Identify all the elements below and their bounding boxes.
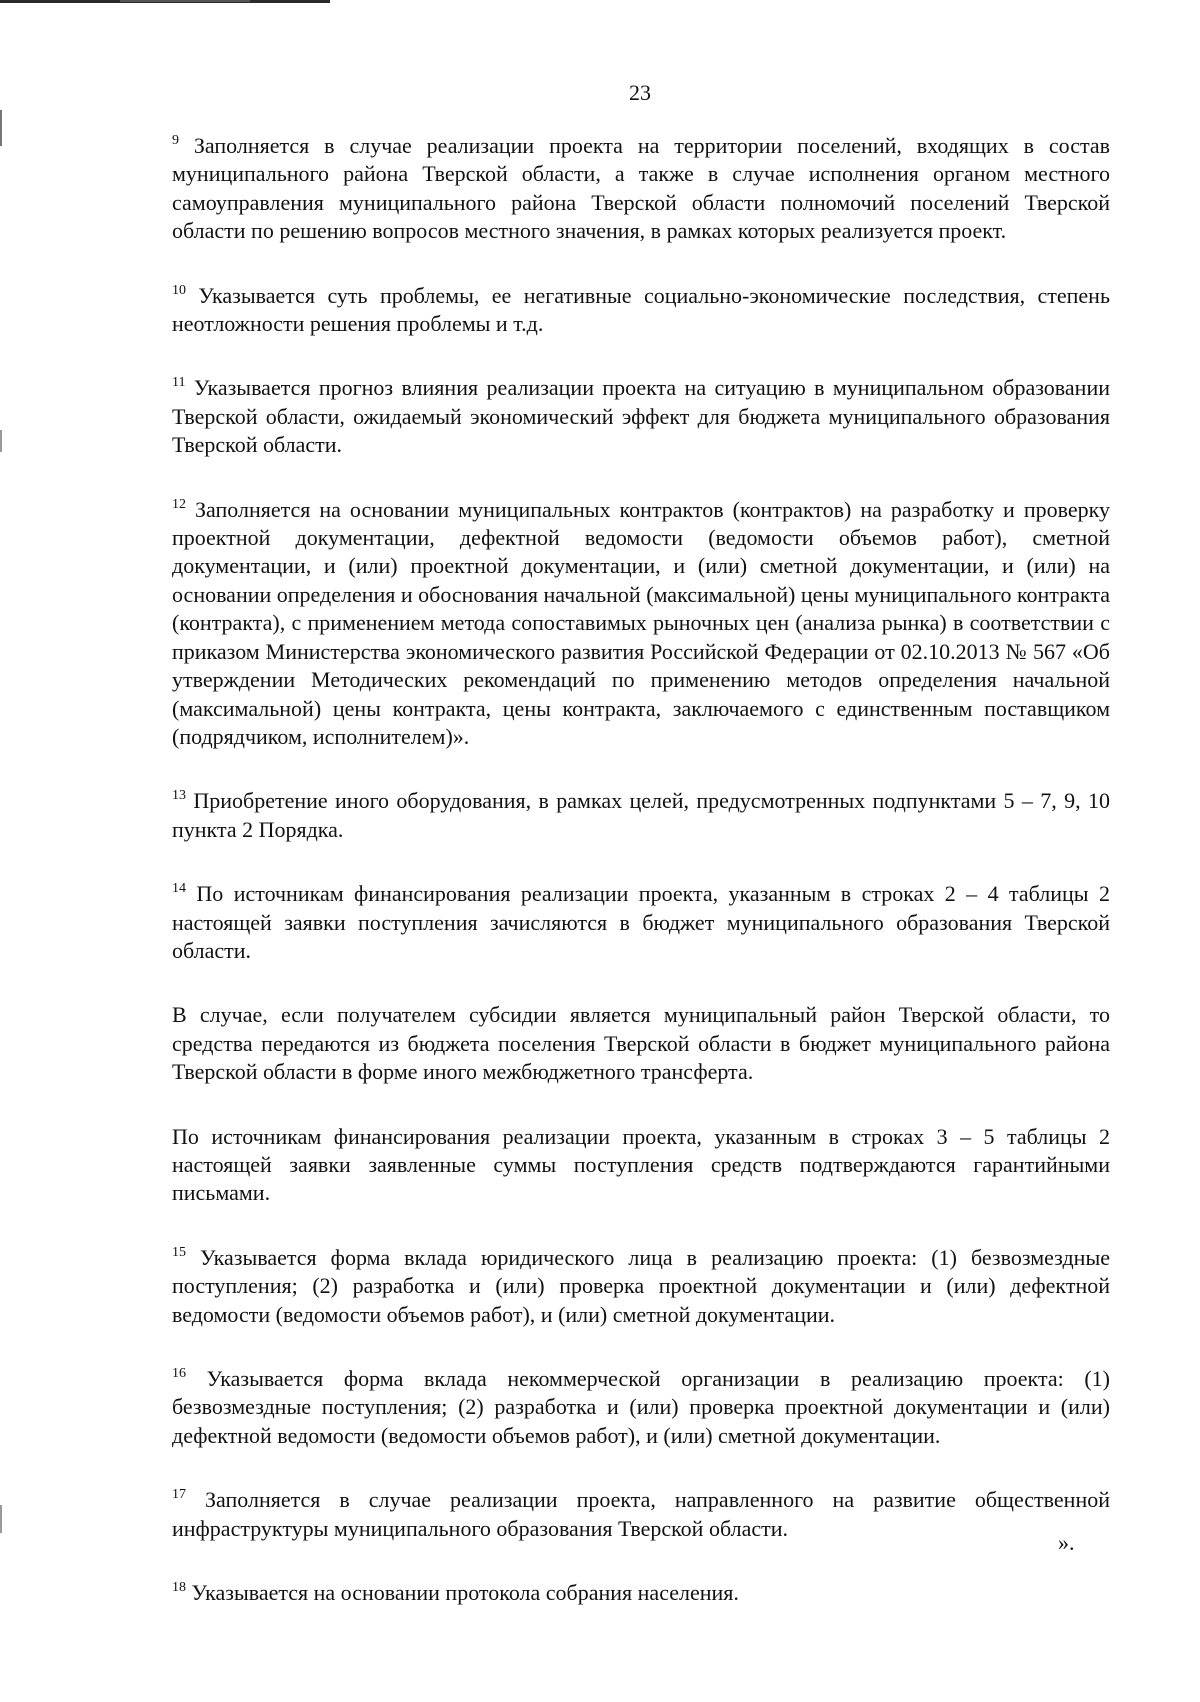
footnote-text: По источникам финансирования реализации проекта, указанным в строках 2 – 4 таблицы 2 настоящей заявки поступления зачисляются в бюджет муниципального образования Тверской области. [172, 881, 1110, 963]
footnote-text: Указывается форма вклада юридического лица в реализацию проекта: (1) безвозмездные поступления; (2) разработка и (или) проверка проектной документации и (или) дефектной ведомости (ведомости объемов работ), и (или) сметной документации. [172, 1244, 1110, 1327]
page-number: 23 [629, 80, 651, 105]
footnote-marker: 10 [172, 282, 186, 298]
footnote-9 [172, 132, 1110, 246]
footnote-18 [172, 1579, 1110, 1607]
footnote-15 [172, 1244, 1110, 1329]
footnote-marker: 17 [172, 1487, 186, 1503]
footnote-marker: 18 [172, 1580, 186, 1596]
scan-edge-mark [120, 0, 250, 2]
footnote-14 [172, 880, 1110, 965]
footnote-11 [172, 374, 1110, 459]
footnote-14-paragraph-2 [172, 1001, 1110, 1086]
footnote-text: Заполняется в случае реализации проекта, направленного на развитие общественной инфраструктуры муниципального образования Тверской области. [172, 1487, 1110, 1541]
scan-edge-mark [0, 1505, 2, 1533]
footnote-text: Приобретение иного оборудования, в рамках целей, предусмотренных подпунктами 5 – 7, 9, 10 пункта 2 Порядка. [172, 788, 1110, 842]
footnote-17 [172, 1486, 1110, 1543]
footnote-marker: 12 [172, 496, 186, 512]
scan-edge-mark [0, 110, 2, 146]
scan-edge-mark [0, 430, 2, 452]
footnote-marker: 16 [172, 1366, 186, 1381]
footnote-marker: 11 [172, 375, 186, 391]
footnote-marker: 14 [172, 881, 186, 897]
footnote-14-paragraph-3 [172, 1123, 1110, 1208]
footnote-text: Заполняется на основании муниципальных контрактов (контрактов) на разработку и проверку проектной документации, дефектной ведомости (ведомости объемов работ), сметной документации, и (или) проектной документации, и (или) сметной документации, и (или) на основании определения и обоснования начальной (максимальной) цены муниципального контракта (контракта), с применением метода сопоставимых рыночных цен (анализа рынка) в соответствии с приказом Министерства экономического развития Российской Федерации от 02.10.2013 № 567 «Об утверждении Методических рекомендаций по применению методов определения начальной (максимальной) цены контракта, цены контракта, заключаемого с единственным поставщиком (подрядчиком, исполнителем)». [172, 496, 1110, 749]
footnote-10 [172, 282, 1110, 339]
footnote-text: Указывается на основании протокола собрания населения. [186, 1580, 739, 1606]
footnote-text: Заполняется в случае реализации проекта на территории поселений, входящих в состав муниципального района Тверской области, а также в случае исполнения органом местного самоуправления муниципального района Тверской области полномочий поселений Тверской области по решению вопросов местного значения, в рамках которых реализуется проект. [172, 133, 1110, 244]
footnote-text: По источникам финансирования реализации проекта, указанным в строках 3 – 5 таблицы 2 настоящей заявки заявленные суммы поступления средств подтверждаются гарантийными письмами. [172, 1123, 1110, 1206]
footnote-16 [172, 1365, 1110, 1450]
footnote-marker: 9 [172, 133, 179, 148]
footnotes-section [172, 132, 1110, 1643]
closing-quote-mark: ». [1058, 1530, 1075, 1555]
footnote-text: Указывается суть проблемы, ее негативные социально-экономические последствия, степень неотложности решения проблемы и т.д. [172, 282, 1110, 337]
footnote-text: Указывается прогноз влияния реализации проекта на ситуацию в муниципальном образовании Тверской области, ожидаемый экономический эффект для бюджета муниципального образования Тверской области. [172, 375, 1110, 458]
footnote-text: Указывается форма вклада некоммерческой организации в реализацию проекта: (1) безвозмездные поступления; (2) разработка и (или) проверка проектной документации и (или) дефектной ведомости (ведомости объемов работ), и (или) сметной документации. [172, 1366, 1110, 1448]
footnote-12 [172, 496, 1110, 752]
footnote-13 [172, 787, 1110, 844]
footnote-marker: 13 [172, 788, 186, 804]
footnote-text: В случае, если получателем субсидии является муниципальный район Тверской области, то средства передаются из бюджета поселения Тверской области в бюджет муниципального района Тверской области в форме иного межбюджетного трансферта. [172, 1002, 1110, 1085]
footnote-marker: 15 [172, 1244, 186, 1260]
